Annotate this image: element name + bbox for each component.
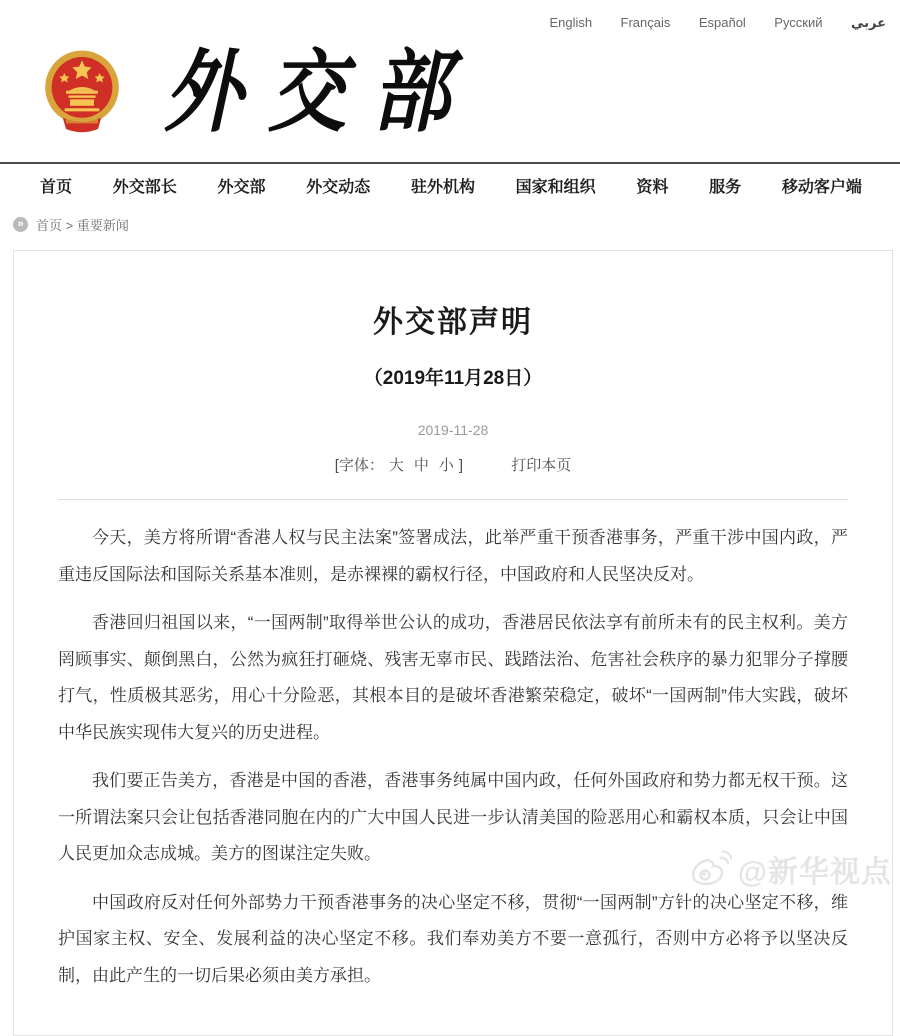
font-size-medium-button[interactable]: 中	[413, 457, 429, 474]
statement-paragraph: 我们要正告美方，香港是中国的香港，香港事务纯属中国内政，任何外国政府和势力都无权干预。这一所谓法案只会让包括香港同胞在内的广大中国人民进一步认清美国的险恶用心和霸权本质，只会让中国人民更加众志成城。美方的图谋注定失败。	[58, 771, 848, 864]
statement-body	[58, 520, 848, 995]
national-emblem-icon	[42, 49, 122, 137]
statement-date-subtitle: （2019年11月28日）	[363, 368, 543, 389]
statement-paragraph: 中国政府反对任何外部势力干预香港事务的决心坚定不移，贯彻“一国两制”方针的决心坚定不移，维护国家主权、安全、发展利益的决心坚定不移。我们奉劝美方不要一意孤行，否则中方必将予以坚决反制，由此产生的一切后果必须由美方承担。	[58, 892, 848, 986]
font-size-label-close: ]	[458, 457, 464, 474]
nav-item-resources[interactable]: 资料	[636, 179, 669, 196]
lang-link-spanish[interactable]: Español	[698, 15, 746, 30]
nav-item-services[interactable]: 服务	[709, 179, 742, 196]
breadcrumb-trail[interactable]: 首页 > 重要新闻	[36, 218, 129, 233]
nav-item-mobile-client[interactable]: 移动客户端	[781, 179, 862, 196]
watermark-text: @新华视点	[737, 856, 892, 889]
weibo-icon	[688, 850, 734, 888]
font-size-small-button[interactable]: 小	[438, 457, 454, 474]
page-title: 外交部声明	[373, 306, 533, 339]
font-size-label: [字体：	[334, 457, 384, 474]
print-page-button[interactable]: 打印本页	[511, 457, 572, 474]
lang-link-arabic[interactable]: عربي	[850, 15, 886, 30]
lang-link-english[interactable]: English	[549, 15, 593, 30]
nav-item-countries-organizations[interactable]: 国家和组织	[515, 179, 596, 196]
nav-item-missions-abroad[interactable]: 驻外机构	[410, 179, 475, 196]
lang-link-french[interactable]: Français	[620, 15, 671, 30]
nav-item-ministry[interactable]: 外交部	[217, 179, 266, 196]
double-chevron-icon: »	[13, 217, 28, 232]
lang-link-russian[interactable]: Русский	[774, 15, 823, 30]
breadcrumb	[0, 205, 900, 244]
site-logo[interactable]	[0, 34, 900, 152]
nav-item-home[interactable]: 首页	[40, 179, 73, 196]
article-toolbar	[58, 454, 848, 475]
publish-date: 2019-11-28	[417, 422, 489, 438]
font-size-large-button[interactable]: 大	[388, 457, 404, 474]
language-bar	[0, 0, 900, 32]
ministry-wordmark: 外交部	[164, 40, 477, 145]
divider	[58, 499, 848, 500]
article-card	[13, 250, 893, 1036]
nav-item-foreign-minister[interactable]: 外交部长	[112, 179, 177, 196]
nav-item-diplomatic-activities[interactable]: 外交动态	[306, 179, 371, 196]
xinhua-watermark	[688, 847, 892, 891]
statement-paragraph: 香港回归祖国以来，“一国两制”取得举世公认的成功，香港居民依法享有前所未有的民主权利。美方罔顾事实、颠倒黑白，公然为疯狂打砸烧、残害无辜市民、践踏法治、危害社会秩序的暴力犯罪分子撑腰打气，性质极其恶劣，用心十分险恶，其根本目的是破坏香港繁荣稳定，破坏“一国两制”伟大实践，破坏中华民族实现伟大复兴的历史进程。	[58, 613, 848, 742]
main-nav	[0, 162, 900, 205]
statement-paragraph: 今天，美方将所谓“香港人权与民主法案”签署成法，此举严重干预香港事务，严重干涉中国内政，严重违反国际法和国际关系基本准则，是赤裸裸的霸权行径，中国政府和人民坚决反对。	[58, 528, 848, 584]
